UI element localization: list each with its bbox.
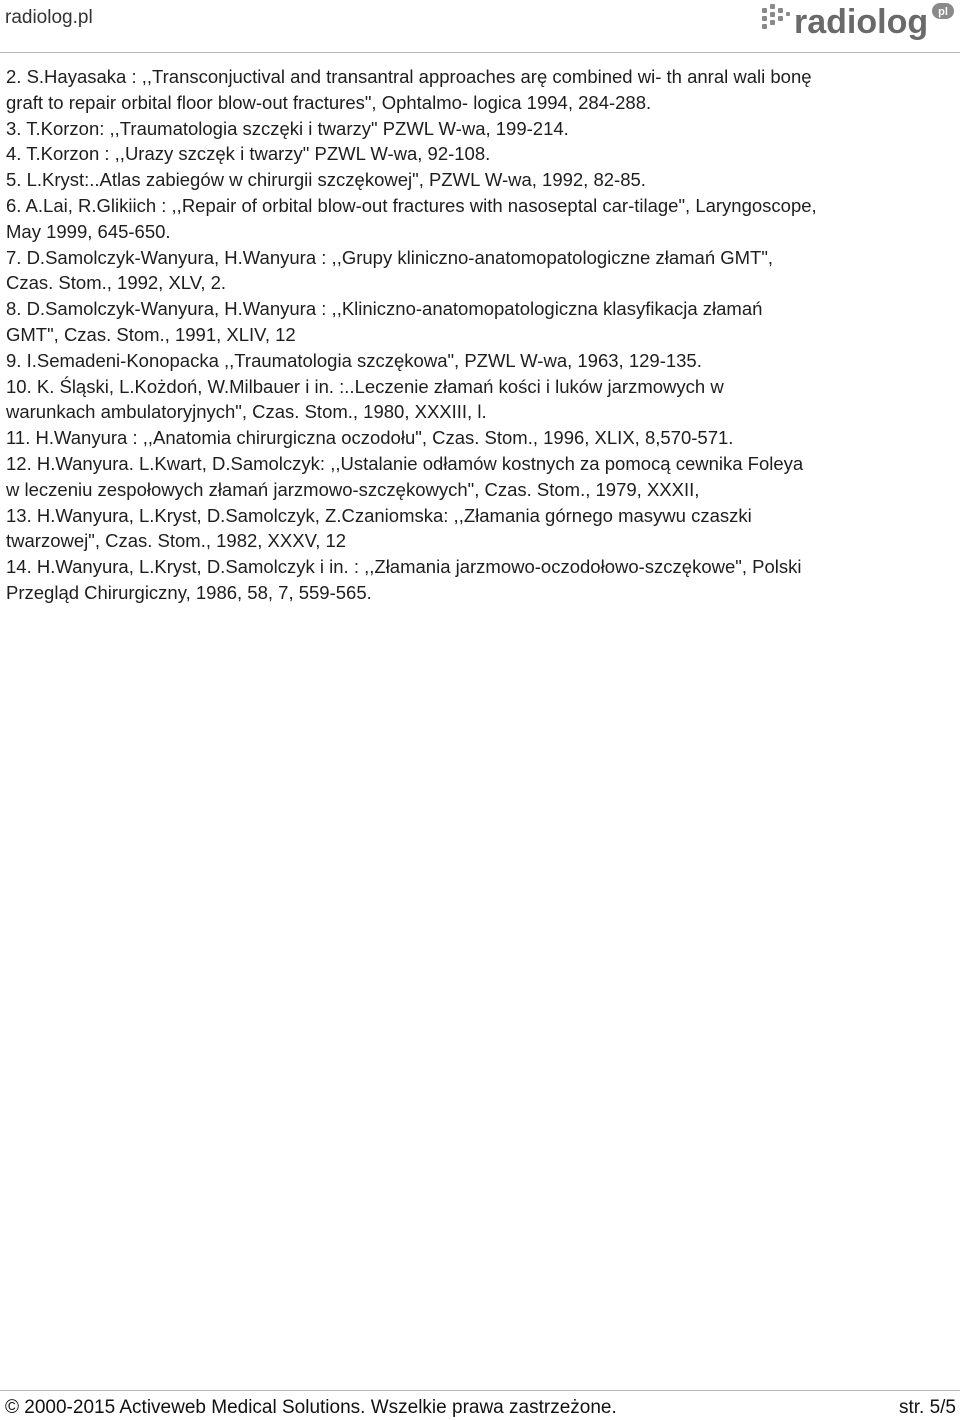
- reference-item: [6, 503, 952, 555]
- reference-item: [6, 116, 952, 142]
- reference-line: w leczeniu zespołowych złamań jarzmowo-szczękowych", Czas. Stom., 1979, XXXII,: [6, 478, 700, 500]
- reference-line: Przegląd Chirurgiczny, 1986, 58, 7, 559-565.: [6, 581, 372, 603]
- reference-line: 8. D.Samolczyk-Wanyura, H.Wanyura : ,,Kliniczno-anatomopatologiczna klasyfikacja złamań: [6, 298, 763, 320]
- reference-item: [6, 425, 952, 451]
- reference-item: [6, 245, 952, 297]
- reference-item: [6, 141, 952, 167]
- reference-line: twarzowej", Czas. Stom., 1982, XXXV, 12: [6, 530, 347, 552]
- reference-item: [6, 374, 952, 426]
- reference-list: [6, 64, 952, 606]
- reference-line: 4. T.Korzon : ,,Urazy szczęk i twarzy" PZWL W-wa, 92-108.: [6, 143, 491, 165]
- reference-line: Czas. Stom., 1992, XLV, 2.: [6, 272, 227, 294]
- reference-line: warunkach ambulatoryjnych", Czas. Stom., 1980, XXXIII, l.: [6, 401, 487, 423]
- reference-line: 3. T.Korzon: ,,Traumatologia szczęki i twarzy" PZWL W-wa, 199-214.: [6, 117, 569, 139]
- reference-line: graft to repair orbital floor blow-out fractures", Ophtalmo- logica 1994, 284-288.: [6, 91, 652, 113]
- reference-item: [6, 348, 952, 374]
- reference-line: 6. A.Lai, R.Glikiich : ,,Repair of orbital blow-out fractures with nasoseptal car-tilage", Laryngoscope,: [6, 194, 817, 216]
- logo-badge: [932, 3, 954, 19]
- logo-dots-icon: [762, 4, 790, 29]
- reference-item: [6, 167, 952, 193]
- reference-line: GMT", Czas. Stom., 1991, XLIV, 12: [6, 323, 296, 345]
- reference-line: 12. H.Wanyura. L.Kwart, D.Samolczyk: ,,Ustalanie odłamów kostnych za pomocą cewnika Foleya: [6, 452, 804, 474]
- radiolog-logo: [760, 0, 956, 44]
- logo-badge-text: pl: [938, 6, 948, 18]
- reference-line: 7. D.Samolczyk-Wanyura, H.Wanyura : ,,Grupy kliniczno-anatomopatologiczne złamań GMT",: [6, 246, 774, 268]
- page-number: str. 5/5: [898, 1397, 956, 1418]
- reference-item: [6, 64, 952, 116]
- copyright-text: © 2000-2015 Activeweb Medical Solutions. Wszelkie prawa zastrzeżone.: [5, 1397, 617, 1418]
- reference-line: 9. I.Semadeni-Konopacka ,,Traumatologia szczękowa", PZWL W-wa, 1963, 129-135.: [6, 349, 702, 371]
- reference-line: 10. K. Śląski, L.Kożdoń, W.Milbauer i in. :..Leczenie złamań kości i luków jarzmowych w: [6, 375, 724, 397]
- logo-wordmark: radiolog: [794, 3, 929, 41]
- site-name: radiolog.pl: [5, 7, 93, 28]
- page-footer: [0, 1390, 960, 1420]
- reference-line: 2. S.Hayasaka : ,,Transconjuctival and transantral approaches arę combined wi- th anral wali bonę: [6, 66, 812, 87]
- reference-item: [6, 193, 952, 245]
- reference-item: [6, 296, 952, 348]
- reference-line: 13. H.Wanyura, L.Kryst, D.Samolczyk, Z.Czaniomska: ,,Złamania górnego masywu czaszki: [6, 504, 752, 526]
- reference-item: [6, 451, 952, 503]
- page-header: [0, 0, 960, 53]
- reference-line: 5. L.Kryst:..Atlas zabiegów w chirurgii szczękowej", PZWL W-wa, 1992, 82-85.: [6, 169, 646, 191]
- reference-line: 14. H.Wanyura, L.Kryst, D.Samolczyk i in. : ,,Złamania jarzmowo-oczodołowo-szczękowe", Polski: [6, 556, 802, 578]
- reference-item: [6, 554, 952, 606]
- reference-line: 11. H.Wanyura : ,,Anatomia chirurgiczna oczodołu", Czas. Stom., 1996, XLIX, 8,570-571.: [6, 427, 734, 449]
- reference-line: May 1999, 645-650.: [6, 220, 171, 242]
